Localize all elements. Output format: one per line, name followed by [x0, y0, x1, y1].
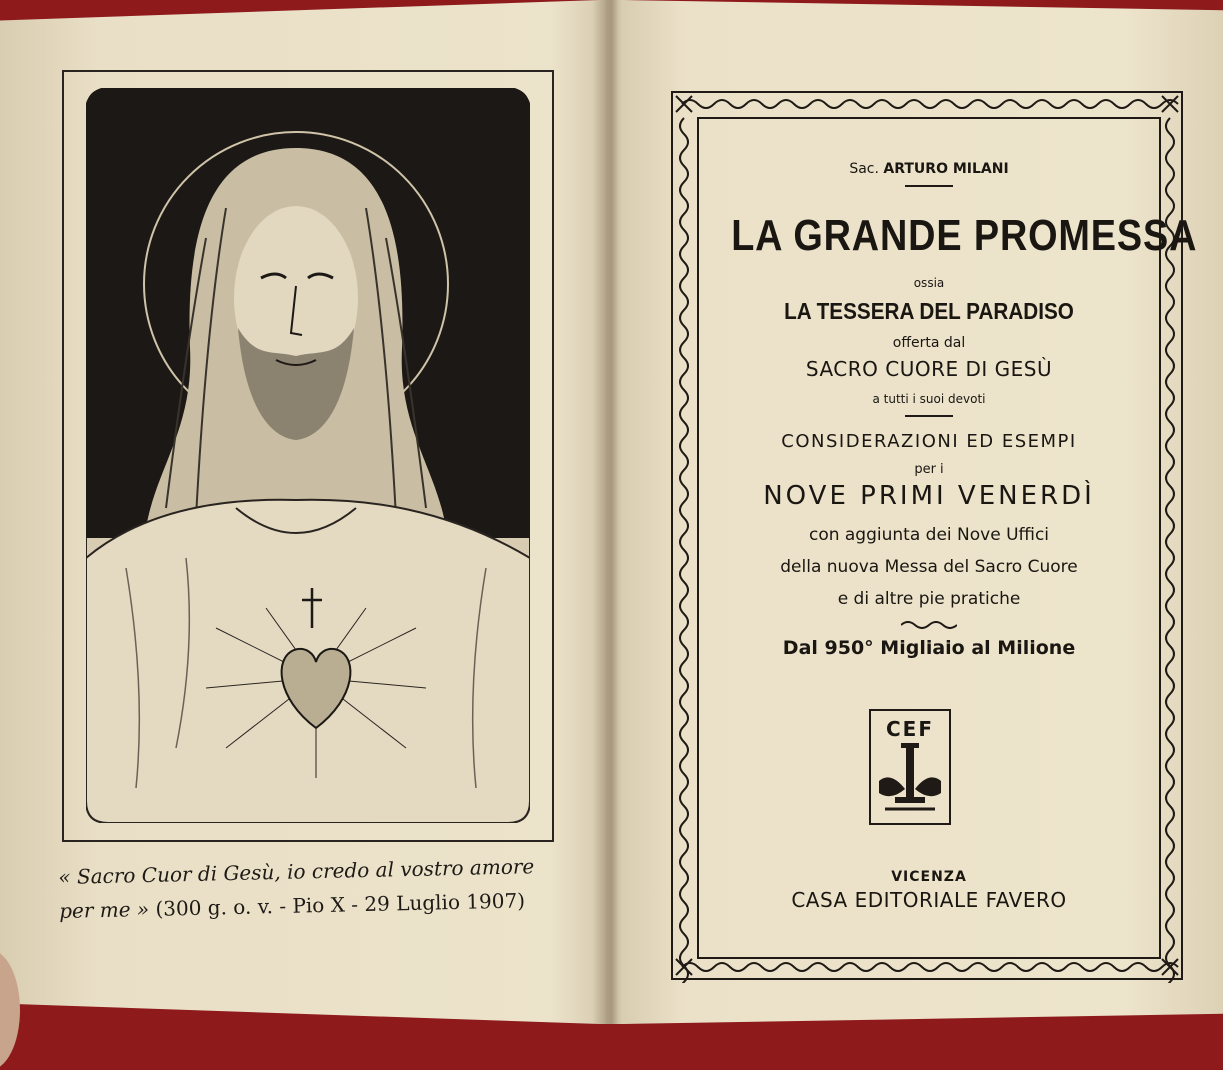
publisher-city: VICENZA — [891, 869, 967, 885]
aggiunta-line-1: con aggiunta dei Nove Uffici — [808, 525, 1050, 545]
column-emblem-icon — [871, 741, 949, 821]
portrait-frame — [62, 70, 554, 842]
sacred-heart-portrait — [86, 88, 530, 823]
offerta-text: offerta dal — [892, 335, 966, 351]
wavy-divider — [901, 621, 957, 629]
caption-quote-line2: per me » — [58, 896, 150, 923]
per-i-text: per i — [914, 462, 944, 477]
devoti-text: a tutti i suoi devoti — [872, 392, 986, 406]
nove-venerdi-text: NOVE PRIMI VENERDÌ — [763, 481, 1095, 511]
ossia-text: ossia — [913, 276, 945, 290]
author-prefix: Sac. — [849, 161, 879, 177]
logo-letters: CEF — [885, 717, 934, 741]
divider-rule — [905, 415, 953, 417]
edition-text: Dal 950° Migliaio al Milione — [782, 637, 1076, 659]
publisher-logo — [869, 709, 951, 825]
divider-rule — [905, 185, 953, 187]
sacro-cuore-text: SACRO CUORE DI GESÙ — [805, 357, 1053, 381]
caption-citation: (300 g. o. v. - Pio X - 29 Luglio 1907) — [148, 888, 526, 921]
book-title: LA GRANDE PROMESSA — [731, 211, 1198, 260]
considerazioni-text: CONSIDERAZIONI ED ESEMPI — [781, 431, 1077, 452]
title-page — [697, 117, 1198, 959]
author — [699, 161, 1159, 177]
book-gutter — [592, 0, 622, 1024]
book-subtitle: LA TESSERA DEL PARADISO — [784, 298, 1074, 324]
portrait-caption — [58, 848, 579, 928]
publisher-name: CASA EDITORIALE FAVERO — [791, 888, 1067, 912]
author-name: ARTURO MILANI — [883, 161, 1009, 177]
aggiunta-line-2: della nuova Messa del Sacro Cuore — [780, 557, 1078, 577]
caption-quote-line1: « Sacro Cuor di Gesù, io credo al vostro amore — [58, 854, 535, 889]
aggiunta-line-3: e di altre pie pratiche — [837, 589, 1021, 609]
